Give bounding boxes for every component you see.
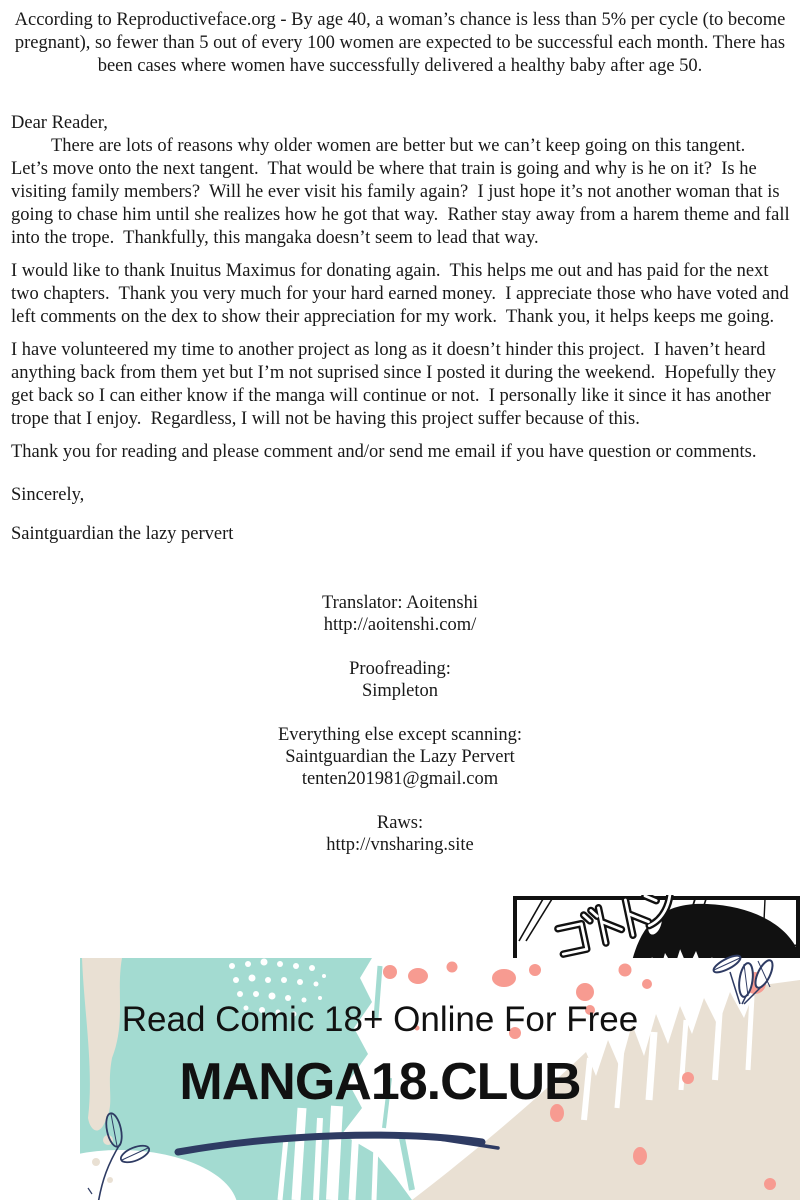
credit-line: Everything else except scanning:	[277, 725, 522, 745]
credit-group-proofreading	[0, 658, 800, 702]
credit-group-raws	[0, 812, 800, 856]
intro-paragraph	[0, 9, 800, 78]
credits-block	[0, 592, 800, 878]
banner-site-name: MANGA18.CLUB	[179, 1053, 581, 1111]
promo-banner	[80, 958, 800, 1200]
intro-line: pregnant), so fewer than 5 out of every 100 women are expected to be successful each month. There has	[14, 33, 786, 53]
credit-line: Saintguardian the Lazy Pervert	[285, 747, 515, 767]
credit-line: Proofreading:	[349, 659, 451, 679]
letter-signature: Saintguardian the lazy pervert	[11, 524, 234, 544]
credit-line: tenten201981@gmail.com	[301, 769, 499, 789]
letter-salutation: Dear Reader,	[11, 113, 108, 133]
credit-group-everything-else	[0, 724, 800, 790]
credit-group-translator	[0, 592, 800, 636]
intro-line: According to Reproductiveface.org - By age 40, a woman’s chance is less than 5% per cycle (to become	[14, 10, 786, 30]
letter-paragraph: I would like to thank Inuitus Maximus for donating again. This helps me out and has paid for the next two chapters. Thank you very much for your hard earned money. I appreciate those who have voted and left comments on the dex to show their appreciation for my work. Thank you, it helps keeps me going.	[11, 261, 794, 327]
credit-line: Translator: Aoitenshi	[321, 593, 479, 613]
reader-letter	[11, 112, 795, 556]
intro-line: been cases where women have successfully delivered a healthy baby after age 50.	[97, 56, 703, 76]
banner-tagline: Read Comic 18+ Online For Free	[121, 1000, 639, 1039]
letter-closing: Sincerely,	[11, 485, 85, 505]
letter-paragraph: Thank you for reading and please comment and/or send me email if you have question or comments.	[11, 442, 757, 462]
credit-line: http://vnsharing.site	[326, 835, 474, 855]
credit-line: Simpleton	[361, 681, 439, 701]
letter-paragraph: I have volunteered my time to another project as long as it doesn’t hinder this project. I haven’t heard anything back from them yet but I’m not suprised since I posted it during the weekend. Hopefully they get back so I can either know if the manga will continue or not. I personally like it since it has another trope that I enjoy. Regardless, I will not be having this project suffer because of this.	[11, 340, 781, 429]
letter-paragraph: There are lots of reasons why older women are better but we can’t keep going on this tangent. Let’s move onto the next tangent. That would be where that train is going and why is he on it? Is he visiting family members? Will he ever visit his family again? I just hope it’s not another woman that is going to chase him until she realizes how he got that way. Rather stay away from a harem theme and fall into the trope. Thankfully, this mangaka doesn’t seem to lead that way.	[11, 136, 795, 248]
credit-line: http://aoitenshi.com/	[323, 615, 477, 635]
credit-line: Raws:	[376, 813, 424, 833]
